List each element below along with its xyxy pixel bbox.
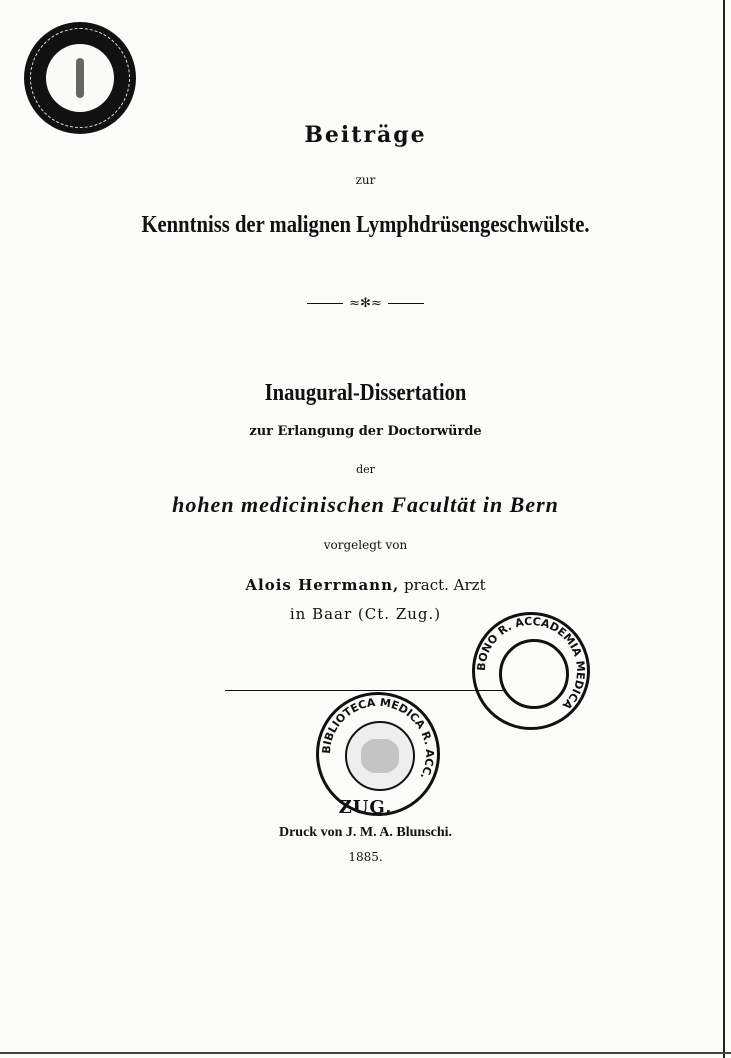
academy-stamp-right <box>472 612 590 730</box>
author-role: pract. Arzt <box>404 576 486 594</box>
author-line <box>0 576 731 594</box>
publication-place: ZUG, <box>338 797 393 818</box>
stamp-emblem <box>46 44 114 112</box>
ornament-line-right <box>388 303 424 304</box>
author-name: Alois Herrmann, <box>245 576 400 594</box>
subtitle: Kenntniss der malignen Lymphdrüsengeschwülste. <box>141 212 590 238</box>
ornament-divider <box>0 296 731 311</box>
stamp-center-text: BIBLIOTECA MEDICA R. ACC. <box>319 695 437 782</box>
library-stamp-top-left <box>24 22 136 134</box>
title: Beiträge <box>304 122 427 148</box>
page-edge-bottom <box>0 1052 731 1054</box>
page-edge-right <box>723 0 725 1058</box>
printer-line: Druck von J. M. A. Blunschi. <box>278 825 453 840</box>
faculty-line: hohen medicinischen Facultät in Bern <box>172 492 559 517</box>
stamp-center-emblem <box>345 721 415 791</box>
connector-zur: zur <box>355 173 376 187</box>
purpose-line: zur Erlangung der Doctorwürde <box>249 424 482 439</box>
ornament-glyph: ≈✻≈ <box>349 296 382 311</box>
author-residence: in Baar (Ct. Zug.) <box>289 605 442 623</box>
stamp-right-center <box>499 639 569 709</box>
dissertation-heading: Inaugural-Dissertation <box>264 380 467 406</box>
publication-year: 1885. <box>348 850 383 864</box>
connector-der: der <box>356 463 375 476</box>
stamp-right-text: BONO R. ACCADEMIA MEDICA <box>474 614 588 712</box>
submitted-by: vorgelegt von <box>323 538 408 552</box>
ornament-line-left <box>307 303 343 304</box>
